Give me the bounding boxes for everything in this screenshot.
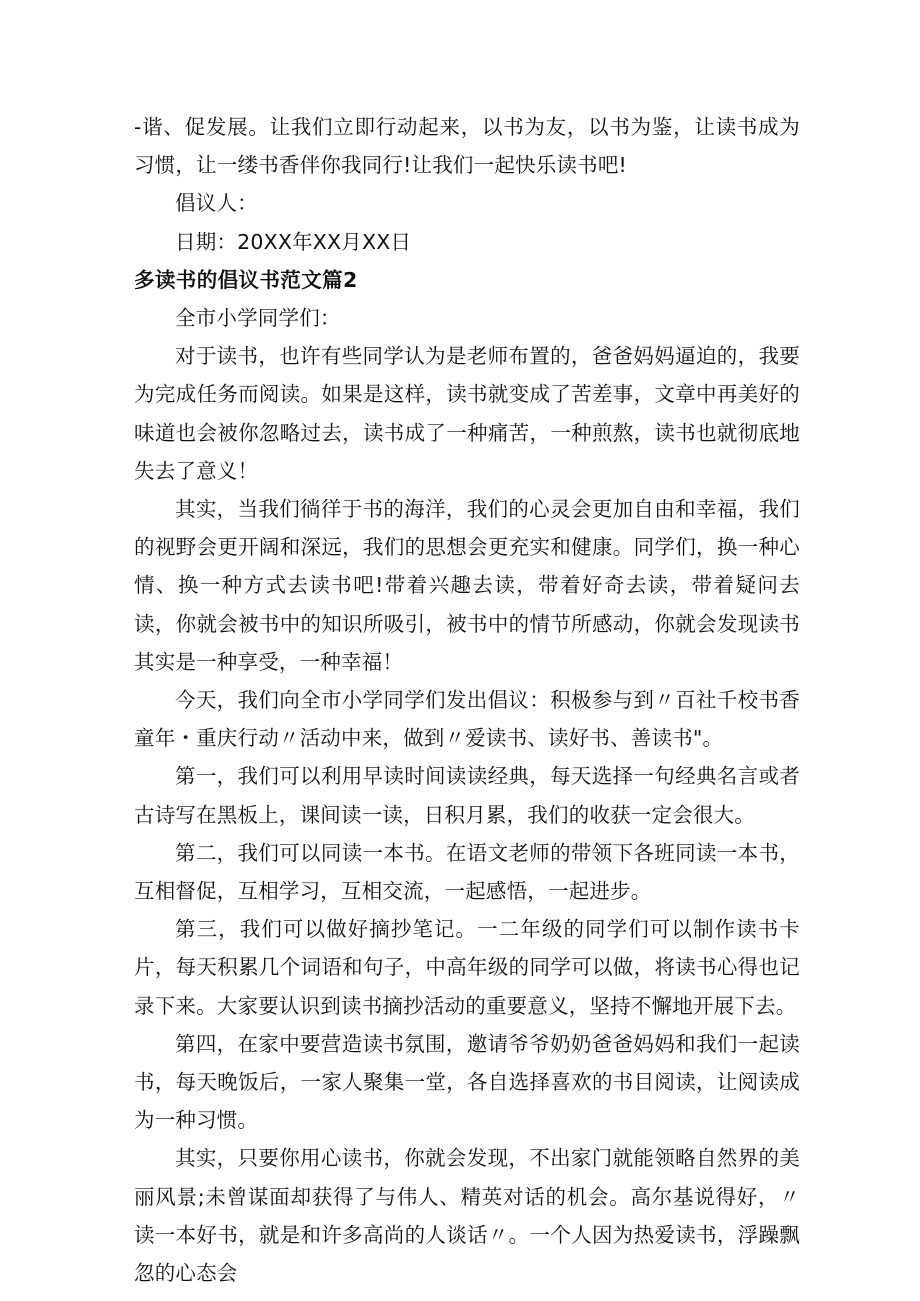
continuation-paragraph: -谐、促发展。让我们立即行动起来，以书为友，以书为鉴，让读书成为习惯，让一缕书香伴你我同行!让我们一起快乐读书吧! [134,115,800,178]
document-body [134,108,800,1292]
body-paragraph: 第三，我们可以做好摘抄笔记。一二年级的同学们可以制作读书卡片，每天积累几个词语和句子，中高年级的同学可以做，将读书心得也记录下来。大家要认识到读书摘抄活动的重要意义，坚持不懈地开展下去。 [134,917,800,1018]
body-paragraph: 第二，我们可以同读一本书。在语文老师的带领下各班同读一本书，互相督促，互相学习，互相交流，一起感悟，一起进步。 [134,840,800,904]
body-paragraph: 其实，当我们徜徉于书的海洋，我们的心灵会更加自由和幸福，我们的视野会更开阔和深远，我们的思想会更充实和健康。同学们，换一种心情、换一种方式去读书吧!带着兴趣去读，带着好奇去读，带着疑问去读，你就会被书中的知识所吸引，被书中的情节所感动，你就会发现读书其实是一种享受，一种幸福！ [134,497,800,674]
body-paragraph: 第一，我们可以利用早读时间读读经典，每天选择一句经典名言或者古诗写在黑板上，课间读一读，日积月累，我们的收获一定会很大。 [134,764,800,827]
date-line: 日期：20XX年XX月XX日 [175,229,412,254]
salutation: 全市小学同学们： [175,306,341,331]
body-paragraph: 对于读书，也许有些同学认为是老师布置的，爸爸妈妈逼迫的，我要为完成任务而阅读。如果是这样，读书就变成了苦差事，文章中再美好的味道也会被你忽略过去，读书成了一种痛苦，一种煎熬，读书也就彻底地失去了意义！ [134,344,800,483]
body-paragraph: 今天，我们向全市小学同学们发出倡议：积极参与到〃百社千校书香童年・重庆行动〃活动中来，做到〃爱读书、读好书、善读书"。 [134,688,800,751]
section-heading: 多读书的倡议书范文篇2 [134,267,358,292]
signature-label: 倡议人： [175,191,258,216]
body-paragraph: 第四，在家中要营造读书氛围，邀请爷爷奶奶爸爸妈妈和我们一起读书，每天晚饭后，一家人聚集一堂，各自选择喜欢的书目阅读，让阅读成为一种习惯。 [134,1031,800,1133]
body-paragraph: 其实，只要你用心读书，你就会发现，不出家门就能领略自然界的美丽风景;未曾谋面却获得了与伟人、精英对话的机会。高尔基说得好，〃读一本好书，就是和许多高尚的人谈话〃。一个人因为热爱读书，浮躁飘忽的心态会 [134,1146,800,1286]
